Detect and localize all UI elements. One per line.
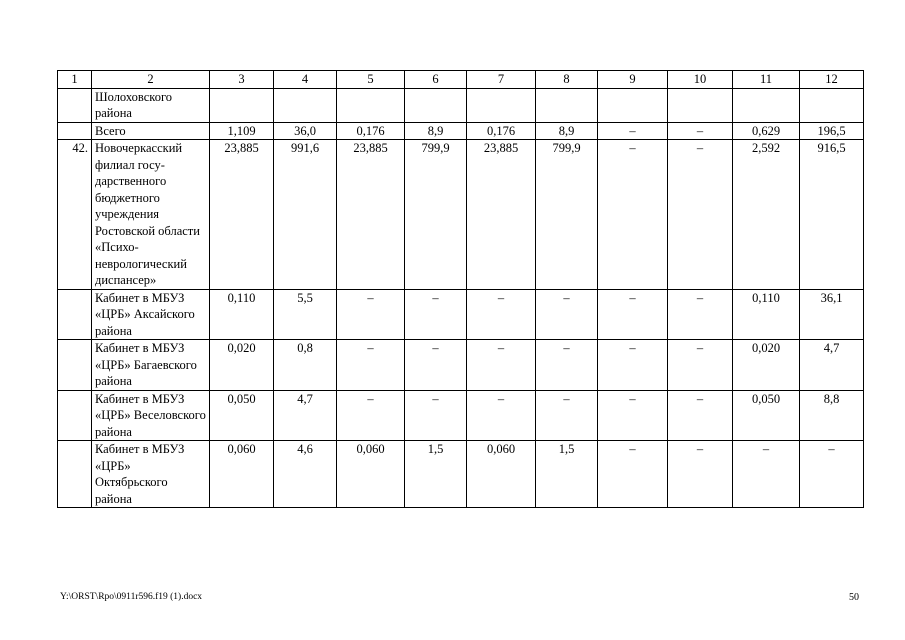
table-row [58,122,864,140]
row-name-cell: Кабинет в МБУЗ «ЦРБ» Аксайского района [92,289,210,340]
value-cell: – [467,289,536,340]
header-cell: 1 [58,71,92,89]
value-cell: – [668,289,733,340]
row-name-cell: Кабинет в МБУЗ «ЦРБ» Веселовского района [92,390,210,441]
value-cell: 0,050 [210,390,274,441]
value-cell: 1,109 [210,122,274,140]
value-cell: – [668,441,733,508]
value-cell: 4,6 [274,441,337,508]
value-cell: 0,060 [467,441,536,508]
table-row [58,289,864,340]
value-cell: – [668,122,733,140]
data-table [57,70,864,508]
value-cell: 5,5 [274,289,337,340]
row-name-cell: Всего [92,122,210,140]
value-cell: 1,5 [405,441,467,508]
value-cell: – [337,340,405,391]
value-cell [467,88,536,122]
value-cell: 0,050 [733,390,800,441]
value-cell: – [598,289,668,340]
table-body [58,88,864,508]
value-cell: – [405,340,467,391]
value-cell: – [536,390,598,441]
value-cell: 0,110 [733,289,800,340]
value-cell: 991,6 [274,140,337,290]
value-cell: – [668,340,733,391]
value-cell: 0,629 [733,122,800,140]
row-index-cell [58,340,92,391]
table-row [58,340,864,391]
value-cell: 36,1 [800,289,864,340]
value-cell [733,88,800,122]
table-row [58,390,864,441]
value-cell: – [536,340,598,391]
header-cell: 8 [536,71,598,89]
table-row [58,88,864,122]
value-cell: 0,176 [467,122,536,140]
value-cell: 4,7 [274,390,337,441]
page-number: 50 [849,592,859,603]
value-cell: 0,8 [274,340,337,391]
value-cell [337,88,405,122]
header-cell: 6 [405,71,467,89]
table-row [58,140,864,290]
header-cell: 12 [800,71,864,89]
value-cell: 23,885 [337,140,405,290]
value-cell: 916,5 [800,140,864,290]
header-cell: 9 [598,71,668,89]
row-index-cell [58,390,92,441]
footer-file-path: Y:\ORST\Rpo\0911r596.f19 (1).docx [60,592,203,602]
value-cell: – [598,441,668,508]
value-cell: 0,110 [210,289,274,340]
value-cell: – [598,390,668,441]
value-cell: – [467,340,536,391]
value-cell [210,88,274,122]
value-cell: 8,9 [405,122,467,140]
value-cell: 2,592 [733,140,800,290]
row-index-cell: 42. [58,140,92,290]
row-index-cell [58,122,92,140]
value-cell: 0,060 [337,441,405,508]
header-cell: 4 [274,71,337,89]
value-cell: 799,9 [536,140,598,290]
value-cell: 8,9 [536,122,598,140]
header-cell: 2 [92,71,210,89]
row-name-cell: Кабинет в МБУЗ «ЦРБ» Октябрьского района [92,441,210,508]
value-cell: 4,7 [800,340,864,391]
header-row [58,71,864,89]
value-cell: – [405,289,467,340]
row-index-cell [58,88,92,122]
value-cell: – [405,390,467,441]
header-cell: 3 [210,71,274,89]
value-cell: 36,0 [274,122,337,140]
header-cell: 7 [467,71,536,89]
table-row [58,441,864,508]
header-cell: 11 [733,71,800,89]
row-name-cell: Новочеркасский филиал госу-дарственного бюджетного учреждения Ростовской области «Психо-неврологический диспансер» [92,140,210,290]
value-cell: 0,176 [337,122,405,140]
value-cell: – [467,390,536,441]
row-name-cell: Кабинет в МБУЗ «ЦРБ» Багаевского района [92,340,210,391]
value-cell [536,88,598,122]
value-cell: – [598,122,668,140]
value-cell: – [598,340,668,391]
value-cell [668,88,733,122]
value-cell: 23,885 [467,140,536,290]
value-cell: – [733,441,800,508]
value-cell: – [800,441,864,508]
value-cell: 23,885 [210,140,274,290]
value-cell: – [337,390,405,441]
row-index-cell [58,289,92,340]
value-cell: 196,5 [800,122,864,140]
value-cell: – [668,140,733,290]
value-cell: – [668,390,733,441]
row-index-cell [58,441,92,508]
header-cell: 5 [337,71,405,89]
row-name-cell: Шолоховского района [92,88,210,122]
value-cell: 0,060 [210,441,274,508]
value-cell: 0,020 [210,340,274,391]
value-cell: – [598,140,668,290]
value-cell [598,88,668,122]
header-cell: 10 [668,71,733,89]
value-cell: – [337,289,405,340]
value-cell: 1,5 [536,441,598,508]
value-cell: 8,8 [800,390,864,441]
value-cell [405,88,467,122]
value-cell: 799,9 [405,140,467,290]
value-cell: – [536,289,598,340]
value-cell [274,88,337,122]
value-cell: 0,020 [733,340,800,391]
value-cell [800,88,864,122]
